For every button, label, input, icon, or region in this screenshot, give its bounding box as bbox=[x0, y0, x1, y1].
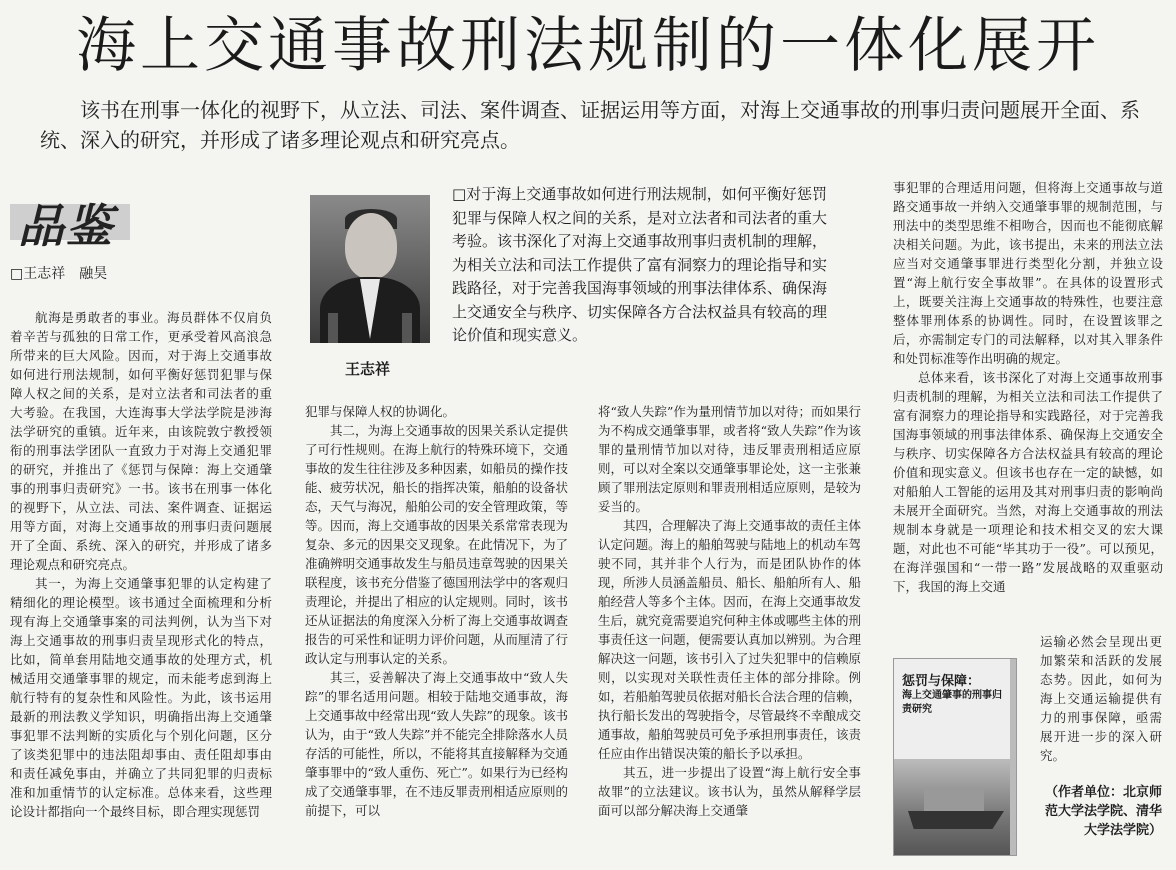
paragraph: 航海是勇敢者的事业。海员群体不仅肩负着辛苦与孤独的日常工作，更承受着风高浪急所带来的巨大风险。因而，对于海上交通事故如何进行刑法规制，如何平衡好惩罚犯罪与保障人权之间的关系，是对立法者和司法者的重大考验。在我国，大连海事大学法学院是涉海法学研究的重镇。近年来，由该院敦宁教授领衔的刑事法学团队一直致力于对海上交通犯罪的研究，并推出了《惩罚与保障：海上交通肇事的刑事归责研究》一书。该书在刑事一体化的视野下，从立法、司法、案件调查、证据运用等方面，对海上交通事故的刑事归责问题展开了全面、系统、深入的研究，并形成了诸多理论观点和研究亮点。 bbox=[10, 310, 272, 572]
paragraph: 其一，为海上交通肇事犯罪的认定构建了精细化的理论模型。该书通过全面梳理和分析现有海上交通肇事案的司法判例，认为当下对海上交通事故的刑事归责呈现形式化的特点，比如，简单套用陆地交通事故的处理方式，机械适用交通肇事罪的规定，而未能考虑到海上航行特有的复杂性和风险性。为此，该书运用最新的刑法教义学知识，明确指出海上交通肇事犯罪不法判断的实质化与个别化问题，区分了该类犯罪中的违法阻却事由、责任阻却事由和责任减免事由，并确立了共同犯罪的归责标准和加重情节的认定标准。总体来看，这些理论设计都指向一个最终目标，即合理实现惩罚 bbox=[10, 576, 272, 819]
paragraph: 运输必然会呈现出更加繁荣和活跃的发展态势。因此，如何为海上交通运输提供有力的刑事保障，亟需展开进一步的深入研究。 bbox=[1040, 634, 1162, 763]
byline: □王志祥 融昊 bbox=[10, 266, 108, 282]
column-1 bbox=[10, 308, 272, 821]
book-subtitle: 海上交通肇事的刑事归责研究 bbox=[902, 690, 1002, 715]
column-4 bbox=[893, 178, 1163, 596]
paragraph: 其五，进一步提出了设置“海上航行安全事故罪”的立法建议。该书认为，虽然从解释学层面可以部分解决海上交通肇 bbox=[598, 765, 861, 818]
column-tag-text: 品鉴 bbox=[18, 199, 114, 253]
book-cover bbox=[893, 658, 1017, 856]
author-affiliation: （作者单位：北京师范大学法学院、清华大学法学院） bbox=[1044, 785, 1162, 838]
paragraph: 犯罪与保障人权的协调化。 bbox=[305, 404, 456, 419]
column-4-tail bbox=[1040, 632, 1162, 765]
paragraph: 其三，妥善解决了海上交通事故中“致人失踪”的罪名适用问题。相较于陆地交通事故，海上交通事故中经常出现“致人失踪”的现象。该书认为，由于“致人失踪”并不能完全排除落水人员存活的可能性，所以，不能将其直接解释为交通肇事罪中的“致人重伤、死亡”。如果行为已经构成了交通肇事罪，在不违反罪责刑相适应原则的前提下，可以 bbox=[305, 670, 568, 818]
paragraph: 将“致人失踪”作为量刑情节加以对待；而如果行为不构成交通肇事罪，或者将“致人失踪”作为该罪的量刑情节加以对待，违反罪责刑相适应原则，可以对全案以交通肇事罪论处，这一主张兼顾了罪刑法定原则和罪责刑相适应原则，是较为妥当的。 bbox=[598, 404, 861, 514]
paragraph: 总体来看，该书深化了对海上交通事故刑事归责机制的理解，为相关立法和司法工作提供了富有洞察力的理论指导和实践路径，对于完善我国海事领域的刑事法律体系、确保海上交通安全与秩序、切实保障各方合法权益具有较高的理论价值和现实意义。但该书也存在一定的缺憾，如对船舶人工智能的运用及其对刑事归责的影响尚未展开全面研究。当然，对海上交通事故的刑法规制本身就是一项理论和技术相交叉的宏大课题，对此也不可能“毕其功于一役”。可以预见，在海洋强国和“一带一路”发展战略的双重驱动下，我国的海上交通 bbox=[893, 370, 1163, 594]
photo-caption: 王志祥 bbox=[345, 360, 391, 378]
paragraph: 其四，合理解决了海上交通事故的责任主体认定问题。海上的船舶驾驶与陆地上的机动车驾驶不同，其并非个人行为，而是团队协作的体现，所涉人员涵盖船员、船长、船舶所有人、船舶经营人等多个主体。因而，在海上交通事故发生后，就究竟需要追究何种主体或哪些主体的刑事责任这一问题，便需要认真加以辨别。为合理解决这一问题，该书引入了过失犯罪中的信赖原则，以实现对关联性责任主体的部分排除。例如，若船舶驾驶员依据对船长合法合理的信赖，执行船长发出的驾驶指令，尽管最终不幸酿成交通事故，船舶驾驶员可免予承担刑事责任，该责任应由作出错误决策的船长予以承担。 bbox=[598, 518, 861, 761]
author-photo bbox=[310, 195, 430, 343]
column-3 bbox=[598, 402, 861, 820]
pull-quote: □对于海上交通事故如何进行刑法规制，如何平衡好惩罚犯罪与保障人权之间的关系，是对立法者和司法者的重大考验。该书深化了对海上交通事故刑事归责机制的理解，为相关立法和司法工作提供了富有洞察力的理论指导和实践路径，对于完善我国海事领域的刑事法律体系、确保海上交通安全与秩序、切实保障各方合法权益具有较高的理论价值和现实意义。 bbox=[452, 185, 828, 344]
column-tag bbox=[10, 190, 140, 253]
column-2 bbox=[305, 402, 568, 820]
paragraph: 事犯罪的合理适用问题，但将海上交通事故与道路交通事故一并纳入交通肇事罪的规制范围，与刑法中的类型思维不相吻合，因而也不能彻底解决相关问题。为此，该书提出，未来的刑法立法应当对交通肇事罪进行类型化分割，并独立设置“海上航行安全事故罪”。在具体的设置形式上，既要关注海上交通事故的特殊性，也要注意整体罪刑体系的协调性。同时，在设置该罪之后，亦需制定专门的司法解释，以对其入罪条件和处罚标准等作出明确的规定。 bbox=[893, 180, 1163, 366]
lede: 该书在刑事一体化的视野下，从立法、司法、案件调查、证据运用等方面，对海上交通事故的刑事归责问题展开全面、系统、深入的研究，并形成了诸多理论观点和研究亮点。 bbox=[40, 98, 1140, 152]
ship-image bbox=[894, 759, 1016, 855]
headline: 海上交通事故刑法规制的一体化展开 bbox=[76, 11, 1100, 81]
book-title: 惩罚与保障： bbox=[902, 674, 981, 689]
paragraph: 其二，为海上交通事故的因果关系认定提供了可行性规则。在海上航行的特殊环境下，交通事故的发生往往涉及多种因素，如船员的操作技能、疲劳状况，船长的指挥决策，船舶的设备状态，天气与海况，船舶公司的安全管理政策，等等。因而，海上交通事故的因果关系常常表现为复杂、多元的因果交叉现象。在此情况下，为了准确辨明交通事故发生与船员违章驾驶的因果关联程度，该书充分借鉴了德国刑法学中的客观归责理论，并提出了相应的认定规则。同时，该书还从证据法的角度深入分析了海上交通事故调查报告的可采性和证明力评价问题，从而厘清了行政认定与刑事认定的关系。 bbox=[305, 423, 568, 666]
